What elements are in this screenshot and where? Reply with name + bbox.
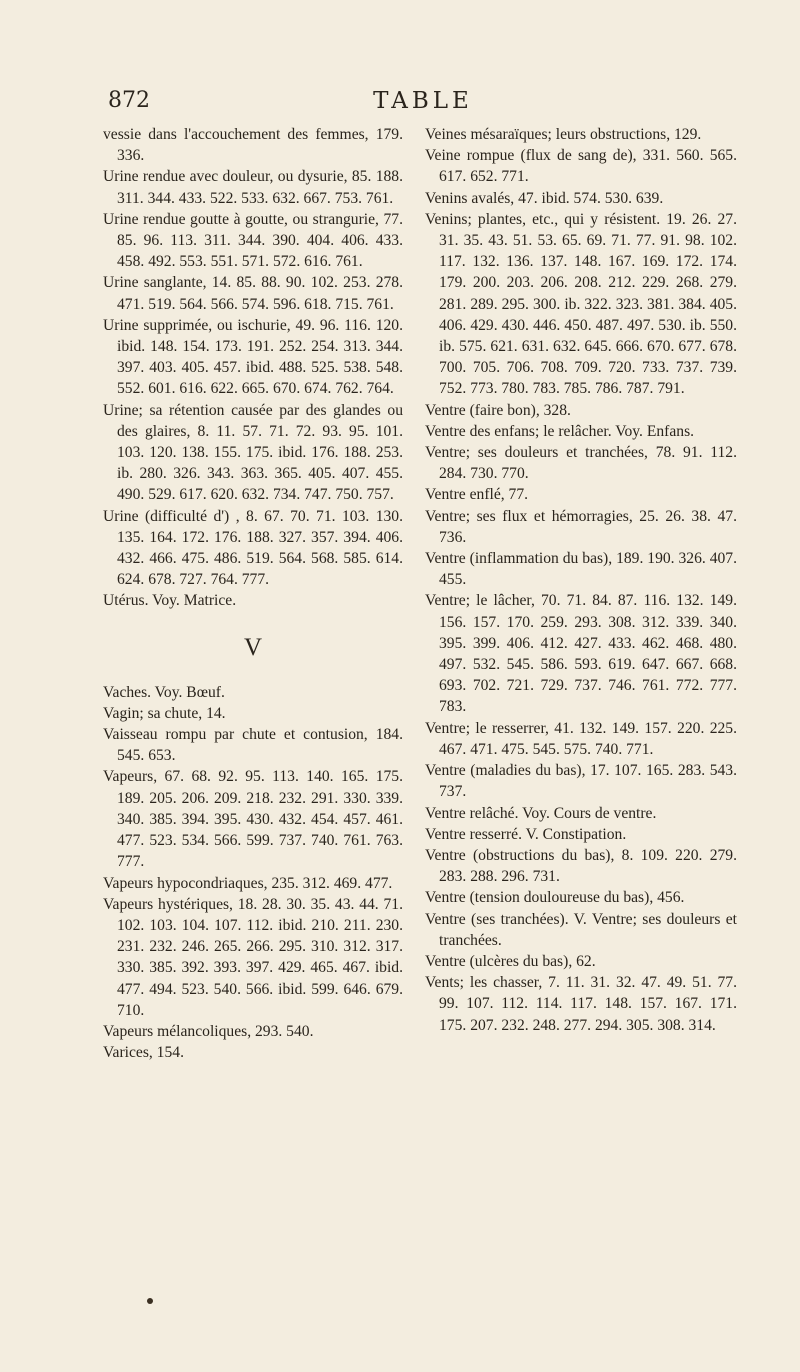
index-entry: vessie dans l'accouchement des femmes, 179. 336. [103, 126, 403, 165]
index-entry: Ventre; le resserrer, 41. 132. 149. 157. 220. 225. 467. 471. 475. 545. 575. 740. 771. [425, 719, 737, 758]
index-entry: Vapeurs hypocondriaques, 235. 312. 469. 477. [103, 874, 393, 892]
index-entry: Urine; sa rétention causée par des glandes ou des glaires, 8. 11. 57. 71. 72. 93. 95. 101. 103. 120. 138. 155. 175. ibid. 176. 188. 253. ib. 280. 326. 343. 363. 365. 405. 407. 455. 490. 529. 617. 620. 632. 734. 747. 750. 757. [103, 401, 403, 504]
index-entry: Vapeurs hystériques, 18. 28. 30. 35. 43. 44. 71. 102. 103. 104. 107. 112. ibid. 210. 211. 230. 231. 232. 246. 265. 266. 295. 310. 312. 317. 330. 385. 392. 393. 397. 429. 465. 467. ibid. 477. 494. 523. 540. 566. ibid. 599. 646. 679. 710. [103, 895, 403, 1019]
printer-ornament-dot [147, 1298, 153, 1304]
index-entry: Ventre (maladies du bas), 17. 107. 165. 283. 543. 737. [425, 762, 737, 801]
index-entry: Vaisseau rompu par chute et contusion, 184. 545. 653. [103, 726, 403, 765]
index-entry: Ventre (faire bon), 328. [425, 401, 571, 419]
index-entry: Utérus. Voy. Matrice. [103, 592, 237, 610]
left-entries-top [103, 124, 403, 612]
index-entry: Ventre resserré. V. Constipation. [425, 825, 627, 843]
index-entry: Ventre des enfans; le relâcher. Voy. Enfans. [425, 422, 695, 440]
index-entry: Vapeurs mélancoliques, 293. 540. [103, 1022, 314, 1040]
index-entry: Ventre relâché. Voy. Cours de ventre. [425, 804, 657, 822]
section-letter: V [243, 633, 263, 661]
index-entry: Venins; plantes, etc., qui y résistent. 19. 26. 27. 31. 35. 43. 51. 53. 65. 69. 71. 77. 91. 98. 102. 117. 132. 136. 137. 148. 167. 169. 172. 174. 179. 200. 203. 206. 208. 212. 229. 268. 279. 281. 289. 295. 300. ib. 322. 323. 381. 384. 405. 406. 429. 430. 446. 450. 487. 497. 530. ib. 550. ib. 575. 621. 631. 632. 645. 666. 670. 677. 678. 700. 705. 706. 708. 709. 720. 733. 737. 739. 752. 773. 780. 783. 785. 786. 787. 791. [425, 210, 737, 398]
index-entry: Ventre; ses flux et hémorragies, 25. 26. 38. 47. 736. [425, 507, 737, 546]
page-header [108, 88, 738, 124]
index-entry: Varices, 154. [103, 1044, 184, 1062]
index-entry: Vents; les chasser, 7. 11. 31. 32. 47. 49. 51. 77. 99. 107. 112. 114. 117. 148. 157. 167. 171. 175. 207. 232. 248. 277. 294. 305. 308. 314. [425, 974, 737, 1034]
index-entry: Veine rompue (flux de sang de), 331. 560. 565. 617. 652. 771. [425, 147, 737, 186]
index-entry: Vaches. Voy. Bœuf. [103, 683, 225, 701]
index-entry: Ventre (obstructions du bas), 8. 109. 220. 279. 283. 288. 296. 731. [425, 846, 737, 886]
index-entry: Ventre enflé, 77. [425, 486, 529, 504]
index-entry: Ventre; le lâcher, 70. 71. 84. 87. 116. 132. 149. 156. 157. 170. 259. 293. 308. 312. 339. 340. 395. 399. 406. 412. 427. 433. 462. 468. 480. 497. 532. 545. 586. 593. 619. 647. 667. 668. 693. 702. 721. 729. 737. 746. 761. 772. 777. 783. [425, 592, 737, 716]
index-entry: Venins avalés, 47. ibid. 574. 530. 639. [425, 189, 664, 207]
index-entry: Ventre (ulcères du bas), 62. [425, 952, 596, 970]
index-entry: Urine supprimée, ou ischurie, 49. 96. 116. 120. ibid. 148. 154. 173. 191. 252. 254. 313. 344. 397. 403. 405. 457. ibid. 488. 525. 538. 548. 552. 601. 616. 622. 665. 670. 674. 762. 764. [103, 316, 403, 398]
index-entry: Ventre; ses douleurs et tranchées, 78. 91. 112. 284. 730. 770. [425, 444, 737, 483]
index-entry: Ventre (inflammation du bas), 189. 190. 326. 407. 455. [425, 550, 737, 589]
index-entry: Vapeurs, 67. 68. 92. 95. 113. 140. 165. 175. 189. 205. 206. 209. 218. 232. 291. 330. 339. 340. 385. 394. 395. 430. 432. 454. 457. 461. 477. 523. 534. 566. 599. 737. 740. 761. 763. 777. [103, 768, 403, 871]
running-title: TABLE [373, 88, 473, 114]
index-entry: Urine sanglante, 14. 85. 88. 90. 102. 253. 278. 471. 519. 564. 566. 574. 596. 618. 715. 761. [103, 274, 403, 313]
index-entry: Ventre (tension douloureuse du bas), 456. [425, 889, 685, 907]
index-entry: Urine rendue avec douleur, ou dysurie, 85. 188. 311. 344. 433. 522. 533. 632. 667. 753. 761. [103, 168, 403, 207]
index-entry: Ventre (ses tranchées). V. Ventre; ses douleurs et tranchées. [425, 910, 737, 949]
index-entry: Veines mésaraïques; leurs obstructions, 129. [425, 126, 702, 143]
left-entries-bottom [103, 682, 403, 1064]
page-number: 872 [108, 88, 150, 113]
right-entries [425, 124, 737, 1036]
left-column [103, 124, 403, 1063]
index-entry: Urine (difficulté d') , 8. 67. 70. 71. 103. 130. 135. 164. 172. 176. 188. 327. 357. 394. 406. 432. 466. 475. 486. 519. 564. 568. 585. 614. 624. 678. 727. 764. 777. [103, 507, 403, 589]
index-entry: Urine rendue goutte à goutte, ou strangurie, 77. 85. 96. 113. 311. 344. 390. 404. 406. 433. 458. 492. 553. 551. 571. 572. 616. 761. [103, 210, 403, 271]
index-entry: Vagin; sa chute, 14. [103, 704, 226, 722]
right-column [425, 124, 737, 1036]
